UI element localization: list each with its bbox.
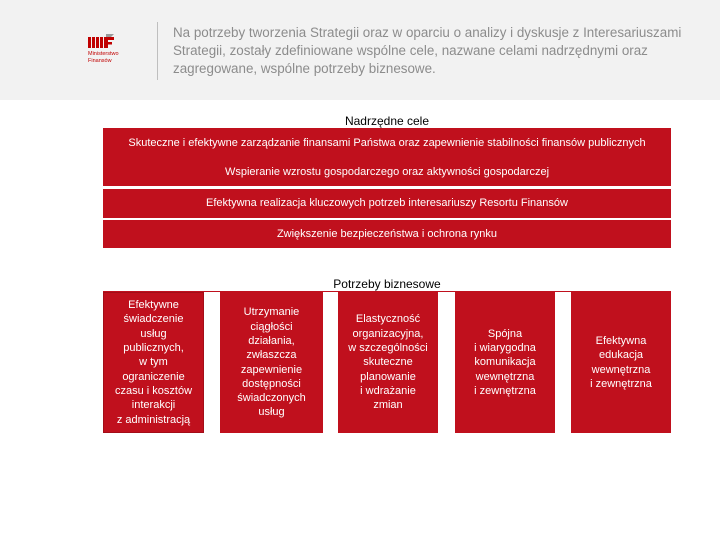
need-line: interakcji (131, 399, 176, 412)
need-line: organizacyjna, (352, 327, 424, 340)
need-line: usług (258, 406, 285, 419)
need-box-4 (455, 292, 555, 433)
need-line: Efektywna (595, 334, 647, 347)
need-line: zmian (373, 399, 403, 412)
need-box-2 (220, 292, 323, 433)
need-line: komunikacja (474, 356, 536, 369)
need-line: w szczególności (348, 342, 428, 355)
need-text-1 (115, 298, 192, 427)
intro-text: Na potrzeby tworzenia Strategii oraz w oparciu o analizy i dyskusje z Interesariuszami Strategii, zostały zdefiniowane wspólne cele, nazwane celami nadrzędnymi oraz zagregowane, wspólne potrzeby biznesowe. (173, 25, 682, 76)
need-line: dostępności (242, 377, 301, 390)
need-line: publicznych, (123, 342, 184, 355)
header-band (0, 0, 720, 100)
need-line: ograniczenie (122, 370, 185, 383)
need-line: Utrzymanie (243, 306, 300, 319)
need-line: planowanie (360, 370, 416, 383)
need-line: zwłaszcza (246, 349, 297, 362)
need-line: działania, (248, 334, 295, 347)
needs-title: Potrzeby biznesowe (333, 277, 441, 291)
need-text-4 (474, 327, 536, 398)
goal-box-3: Efektywna realizacja kluczowych potrzeb interesariuszy Resortu Finansów (103, 189, 671, 218)
goal-box-4: Zwiększenie bezpieczeństwa i ochrona rynku (103, 220, 671, 248)
need-line: ciągłości (250, 320, 293, 333)
need-line: świadczonych (237, 392, 306, 405)
goal-box-2: Wspieranie wzrostu gospodarczego oraz aktywności gospodarczej (103, 158, 671, 186)
need-line: wewnętrzna (475, 370, 535, 383)
logo-line-2: Finansów (88, 58, 112, 64)
need-line: w tym (139, 356, 168, 369)
need-line: zapewnienie (240, 363, 303, 376)
logo-wordmark (88, 51, 119, 65)
goal-box-1: Skuteczne i efektywne zarządzanie finansami Państwa oraz zapewnienie stabilności finansów publicznych (103, 128, 671, 158)
header-divider (157, 22, 158, 80)
need-box-5 (571, 292, 671, 433)
need-line: usług (140, 327, 167, 340)
need-line: Spójna (487, 327, 523, 340)
need-line: i wdrażanie (360, 384, 416, 397)
logo-line-1: Ministerstwo (88, 51, 119, 57)
need-line: i zewnętrzna (590, 377, 652, 390)
need-box-3 (338, 292, 438, 433)
need-text-3 (348, 312, 427, 412)
need-line: czasu i kosztów (114, 384, 193, 397)
need-line: Efektywne (128, 299, 179, 312)
mf-logo-icon (88, 34, 114, 48)
need-line: z administracją (116, 413, 191, 426)
goals-title: Nadrzędne cele (344, 114, 430, 128)
need-line: świadczenie (123, 313, 184, 326)
need-text-2 (237, 305, 305, 419)
need-box-1 (103, 292, 204, 433)
need-line: i zewnętrzna (474, 384, 536, 397)
need-line: edukacja (598, 349, 644, 362)
need-line: Elastyczność (355, 313, 421, 326)
ministry-logo (88, 34, 148, 74)
need-line: wewnętrzna (591, 363, 651, 376)
need-line: skuteczne (363, 356, 413, 369)
need-text-5 (590, 334, 652, 391)
need-line: i wiarygodna (474, 342, 536, 355)
